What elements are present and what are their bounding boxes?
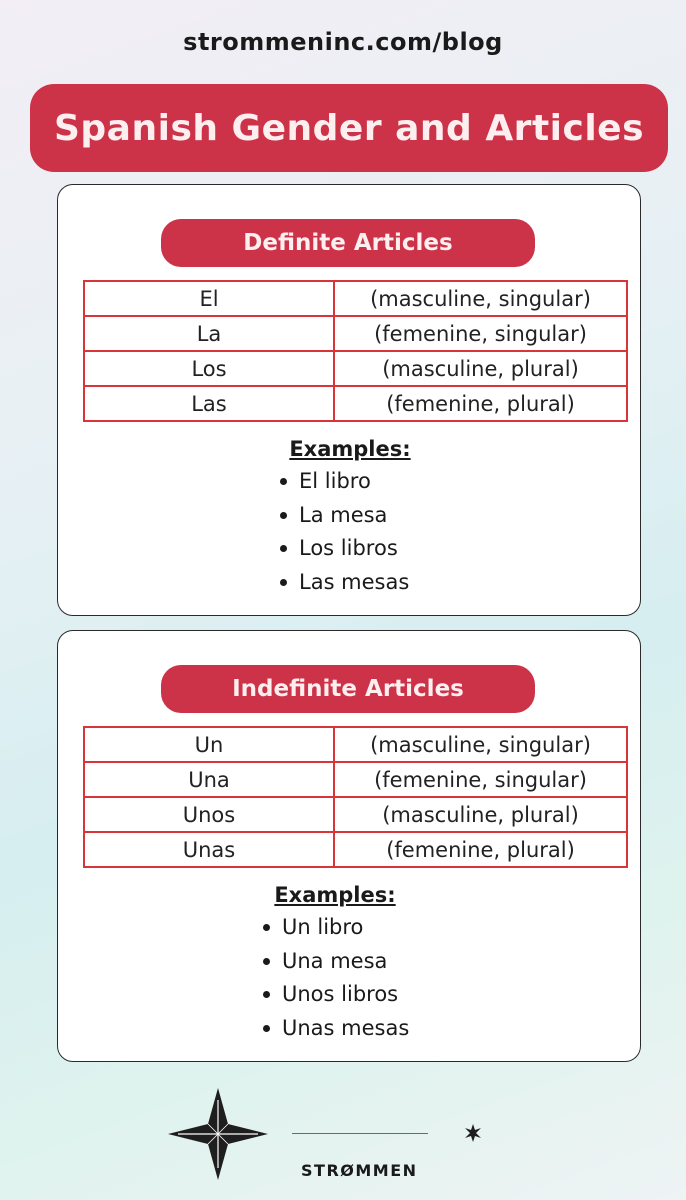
blog-url: strommeninc.com/blog [183,28,503,56]
page-title [30,84,668,172]
example-text: Unos libros [282,982,399,1006]
bullet-icon [263,991,270,998]
bullet-icon [263,924,270,931]
table-row [84,316,627,351]
list-item [263,911,409,945]
description-cell: (femenine, singular) [334,316,627,351]
indefinite-articles-heading [161,665,535,713]
list-item [280,499,409,533]
indefinite-articles-table [83,726,628,868]
description-cell: (masculine, plural) [334,351,627,386]
bullet-icon [280,579,287,586]
bullet-icon [263,958,270,965]
definite-examples [58,437,642,594]
bullet-icon [263,1025,270,1032]
small-star-icon [464,1124,482,1142]
definite-articles-card [57,184,641,616]
article-cell: El [84,281,334,316]
list-item [263,945,409,979]
description-cell: (masculine, singular) [334,727,627,762]
table-row [84,351,627,386]
definite-articles-heading [161,219,535,267]
example-text: Las mesas [299,569,410,594]
list-item [280,532,409,566]
examples-heading: Examples: [289,437,411,461]
example-text: Una mesa [282,948,388,973]
article-cell: Una [84,762,334,797]
example-text: Unas mesas [282,1015,410,1040]
article-cell: Unos [84,797,334,832]
definite-articles-heading-text: Definite Articles [243,230,453,256]
article-cell: Un [84,727,334,762]
table-row [84,832,627,867]
list-item [280,465,409,499]
article-cell: La [84,316,334,351]
description-cell: (masculine, plural) [334,797,627,832]
table-row [84,727,627,762]
indefinite-examples [58,883,642,1040]
example-text: Un libro [282,915,364,939]
footer-divider [292,1133,428,1134]
list-item [280,566,409,600]
description-cell: (masculine, singular) [334,281,627,316]
example-text: El libro [299,469,371,493]
table-row [84,797,627,832]
table-row [84,281,627,316]
example-text: La mesa [299,502,388,527]
definite-articles-table [83,280,628,422]
description-cell: (femenine, plural) [334,386,627,421]
list-item [263,978,409,1012]
page-title-text: Spanish Gender and Articles [53,107,645,149]
bullet-icon [280,512,287,519]
table-row [84,386,627,421]
description-cell: (femenine, singular) [334,762,627,797]
indefinite-articles-heading-text: Indefinite Articles [232,676,464,702]
examples-list [263,911,409,1045]
examples-list [280,465,409,599]
four-point-star-icon [168,1088,268,1180]
list-item [263,1012,409,1046]
table-row [84,762,627,797]
example-text: Los libros [299,536,398,560]
indefinite-articles-card [57,630,641,1062]
article-cell: Los [84,351,334,386]
description-cell: (femenine, plural) [334,832,627,867]
article-cell: Unas [84,832,334,867]
brand-name: STRØMMEN [301,1161,418,1180]
bullet-icon [280,545,287,552]
bullet-icon [280,478,287,485]
examples-heading: Examples: [274,883,396,907]
article-cell: Las [84,386,334,421]
